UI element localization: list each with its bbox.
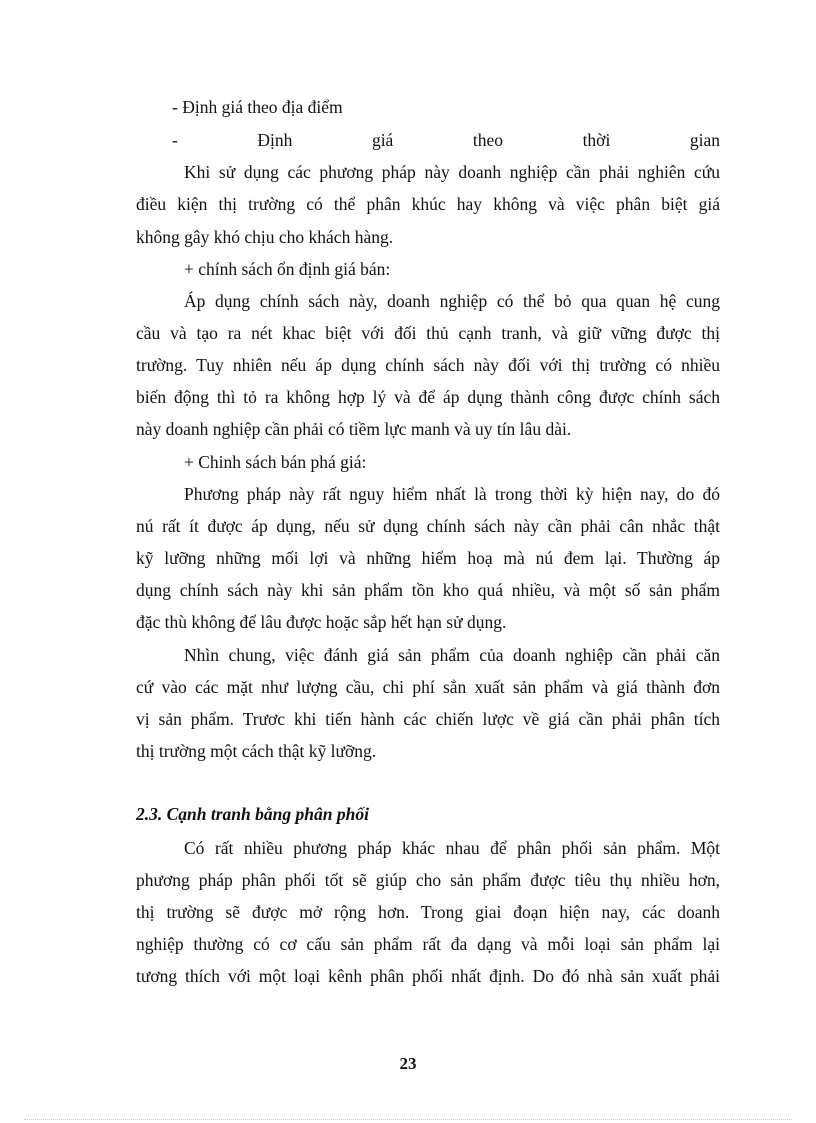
section-heading: 2.3. Cạnh tranh bằng phân phối [136, 804, 369, 824]
page-number: 23 [399, 1054, 417, 1073]
paragraph-line: Nhìn chung, việc đánh giá sản phẩm của doanh nghiệp cần phải căn [184, 645, 720, 665]
paragraph-line: tương thích với một loại kênh phân phối nhất định. Do đó nhà sản xuất phải [136, 966, 720, 986]
paragraph-line: thị trường một cách thật kỹ lưỡng. [136, 741, 377, 761]
paragraph-line: vị sản phẩm. Trươc khi tiến hành các chiến lược về giá cần phải phân tích [136, 709, 720, 729]
paragraph-line: Áp dụng chính sách này, doanh nghiệp có thể bỏ qua quan hệ cung [184, 291, 720, 311]
page-bottom-divider [24, 1119, 792, 1120]
subheading-line: + chính sách ổn định giá bán: [184, 259, 391, 279]
paragraph-line: đặc thù không để lâu được hoặc sắp hết hạn sử dụng. [136, 612, 507, 632]
paragraph-line: không gây khó chịu cho khách hàng. [136, 227, 394, 247]
paragraph-line: nghiệp thường có cơ cấu sản phẩm rất đa dạng và mỗi loại sản phẩm lại [136, 934, 720, 954]
paragraph-line: biến động thì tỏ ra không hợp lý và để áp dụng thành công được chính sách [136, 387, 720, 407]
paragraph-line: thị trường sẽ được mở rộng hơn. Trong giai đoạn hiện nay, các doanh [136, 902, 720, 922]
paragraph-line: điều kiện thị trường có thể phân khúc hay không và việc phân biệt giá [136, 194, 720, 214]
paragraph-line: Khi sử dụng các phương pháp này doanh nghiệp cần phải nghiên cứu [184, 162, 720, 182]
paragraph-line: Phương pháp này rất nguy hiểm nhất là trong thời kỳ hiện nay, do đó [184, 484, 720, 504]
paragraph-line: trường. Tuy nhiên nếu áp dụng chính sách này đối với thị trường có nhiều [136, 355, 720, 375]
paragraph-line: kỹ lưỡng những mối lợi và những hiểm hoạ mà nú đem lại. Thường áp [136, 548, 720, 568]
paragraph-line: cầu và tạo ra nét khac biệt với đối thủ cạnh tranh, và giữ vững được thị [136, 323, 720, 343]
bullet-line: - Định giá theo thời gian [172, 130, 720, 150]
subheading-line: + Chinh sách bán phá giá: [184, 452, 367, 472]
paragraph-line: dụng chính sách này khi sản phẩm tồn kho quá nhiều, và một số sản phẩm [136, 580, 720, 600]
paragraph-line: Có rất nhiều phương pháp khác nhau để phân phối sản phẩm. Một [184, 838, 720, 858]
bullet-line: - Định giá theo địa điểm [172, 97, 343, 117]
paragraph-line: cứ vào các mặt như lượng cầu, chi phí sẳn xuất sản phẩm và giá thành đơn [136, 677, 720, 697]
paragraph-line: này doanh nghiệp cần phải có tiềm lực manh và uy tín lâu dài. [136, 419, 572, 439]
paragraph-line: phương pháp phân phối tốt sẽ giúp cho sản phẩm được tiêu thụ nhiều hơn, [136, 870, 720, 890]
paragraph-line: nú rất ít được áp dụng, nếu sử dụng chính sách này cần phải cân nhắc thật [136, 516, 720, 536]
